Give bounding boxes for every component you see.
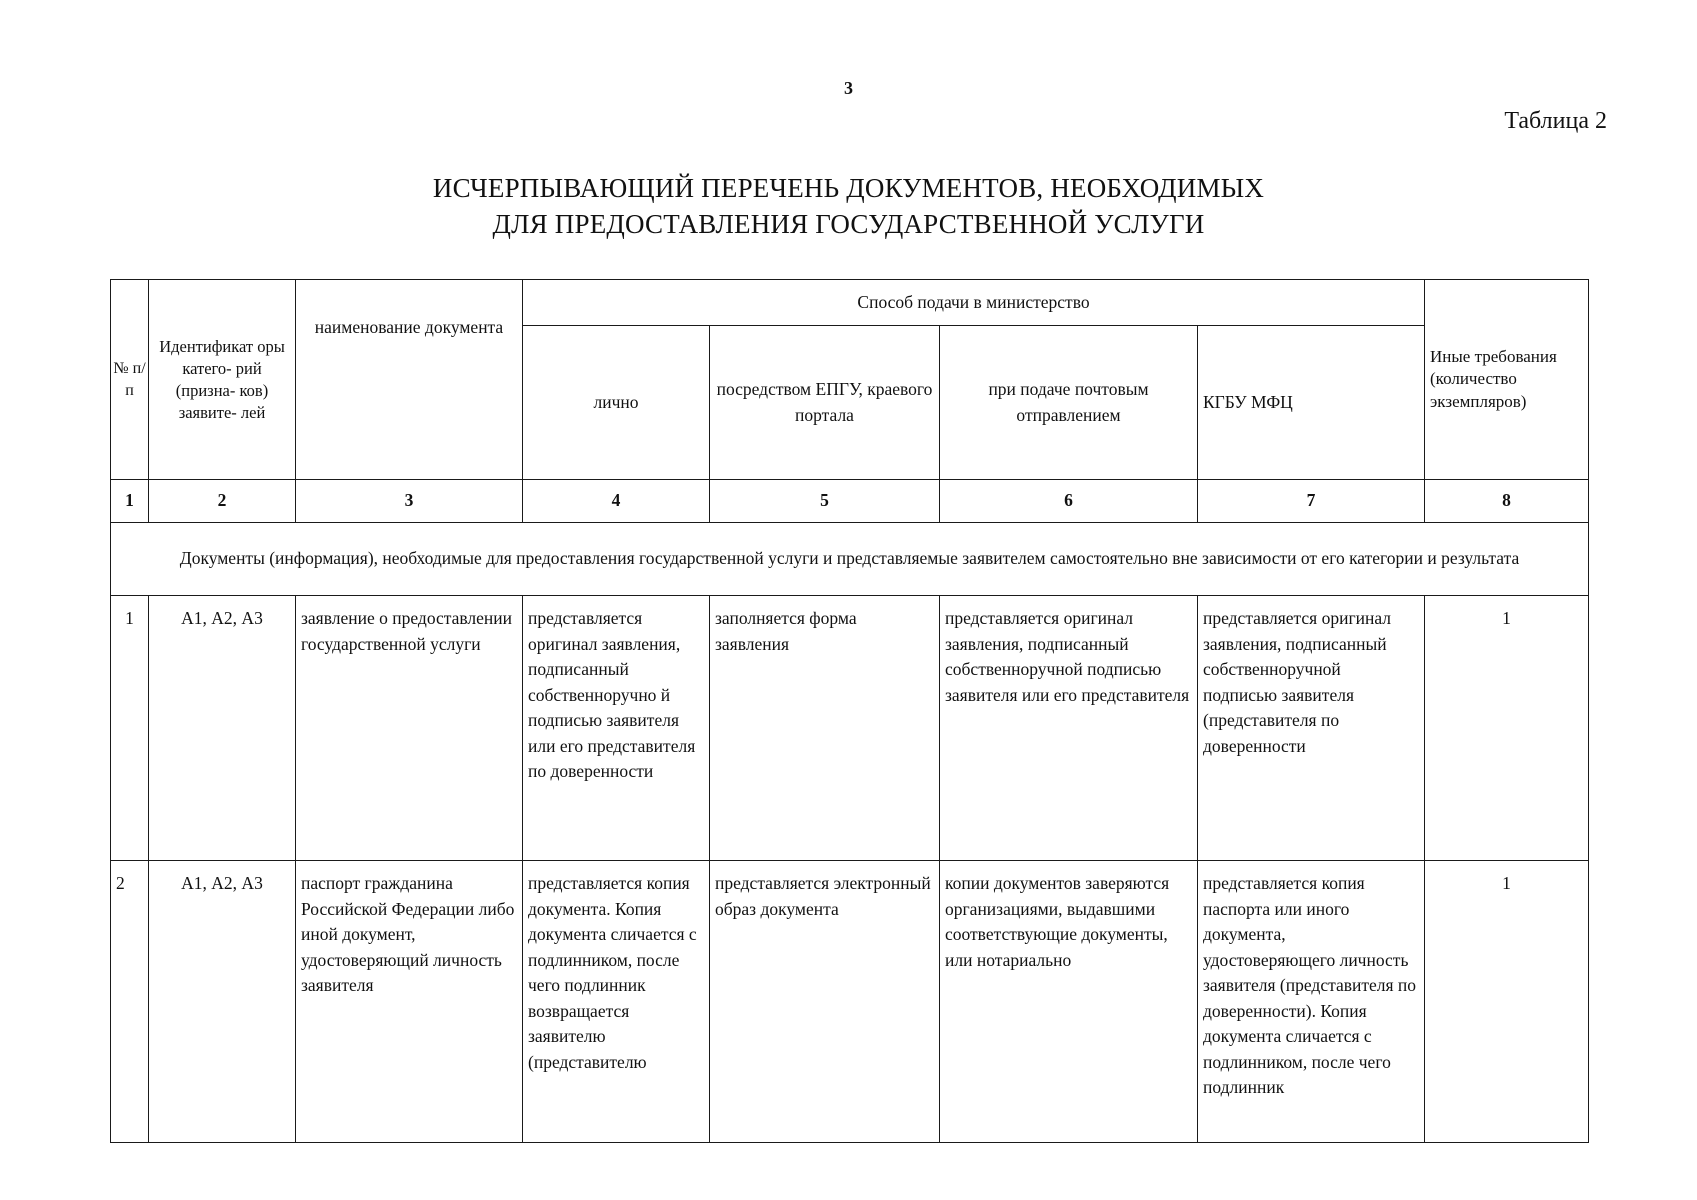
table-row <box>111 861 1589 1143</box>
header-document-name: наименование документа <box>296 280 523 480</box>
row-epgu: представляется электронный образ документа <box>710 861 940 1143</box>
document-heading <box>0 170 1697 242</box>
column-number: 7 <box>1198 480 1425 523</box>
column-number: 3 <box>296 480 523 523</box>
header-in-person: лично <box>523 326 710 480</box>
header-categories: Идентификат оры катего- рий (призна- ков) заявите- лей <box>149 280 296 480</box>
column-numbers-row <box>111 480 1589 523</box>
row-in-person: представляется копия документа. Копия документа сличается с подлинником, после чего подлинник возвращается заявителю (представителю <box>523 861 710 1143</box>
row-mail: представляется оригинал заявления, подписанный собственноручной подписью заявителя или его представителя <box>940 596 1198 861</box>
row-mfc: представляется копия паспорта или иного документа, удостоверяющего личность заявителя (представителя по доверенности). Копия документа сличается с подлинником, после чего подлинник <box>1198 861 1425 1143</box>
section-title: Документы (информация), необходимые для предоставления государственной услуги и представляемые заявителем самостоятельно вне зависимости от его категории и результата <box>111 523 1589 596</box>
row-document: заявление о предоставлении государственной услуги <box>296 596 523 861</box>
row-epgu: заполняется форма заявления <box>710 596 940 861</box>
table-row <box>111 596 1589 861</box>
column-number: 5 <box>710 480 940 523</box>
table-label: Таблица 2 <box>1504 108 1607 134</box>
header-epgu: посредством ЕПГУ, краевого портала <box>710 326 940 480</box>
column-number: 1 <box>111 480 149 523</box>
column-number: 4 <box>523 480 710 523</box>
header-mfc: КГБУ МФЦ <box>1198 326 1425 480</box>
row-categories: А1, А2, А3 <box>149 861 296 1143</box>
row-number: 1 <box>111 596 149 861</box>
header-other-requirements: Иные требования (количество экземпляров) <box>1425 280 1589 480</box>
column-number: 8 <box>1425 480 1589 523</box>
section-row <box>111 523 1589 596</box>
row-other: 1 <box>1425 596 1589 861</box>
header-row-1 <box>111 280 1589 326</box>
column-number: 2 <box>149 480 296 523</box>
documents-table <box>110 279 1589 1143</box>
row-mfc: представляется оригинал заявления, подписанный собственноручной подписью заявителя (представителя по доверенности <box>1198 596 1425 861</box>
row-other: 1 <box>1425 861 1589 1143</box>
row-document: паспорт гражданина Российской Федерации либо иной документ, удостоверяющий личность заявителя <box>296 861 523 1143</box>
column-number: 6 <box>940 480 1198 523</box>
header-submission-method: Способ подачи в министерство <box>523 280 1425 326</box>
row-in-person: представляется оригинал заявления, подписанный собственноручно й подписью заявителя или его представителя по доверенности <box>523 596 710 861</box>
header-number: № п/ п <box>111 280 149 480</box>
row-number: 2 <box>111 861 149 1143</box>
header-mail: при подаче почтовым отправлением <box>940 326 1198 480</box>
heading-line-1: ИСЧЕРПЫВАЮЩИЙ ПЕРЕЧЕНЬ ДОКУМЕНТОВ, НЕОБХОДИМЫХ <box>432 173 1265 203</box>
heading-line-2: ДЛЯ ПРЕДОСТАВЛЕНИЯ ГОСУДАРСТВЕННОЙ УСЛУГИ <box>492 209 1205 239</box>
row-mail: копии документов заверяются организациями, выдавшими соответствующие документы, или нотариально <box>940 861 1198 1143</box>
row-categories: А1, А2, А3 <box>149 596 296 861</box>
page-number: 3 <box>844 78 853 98</box>
